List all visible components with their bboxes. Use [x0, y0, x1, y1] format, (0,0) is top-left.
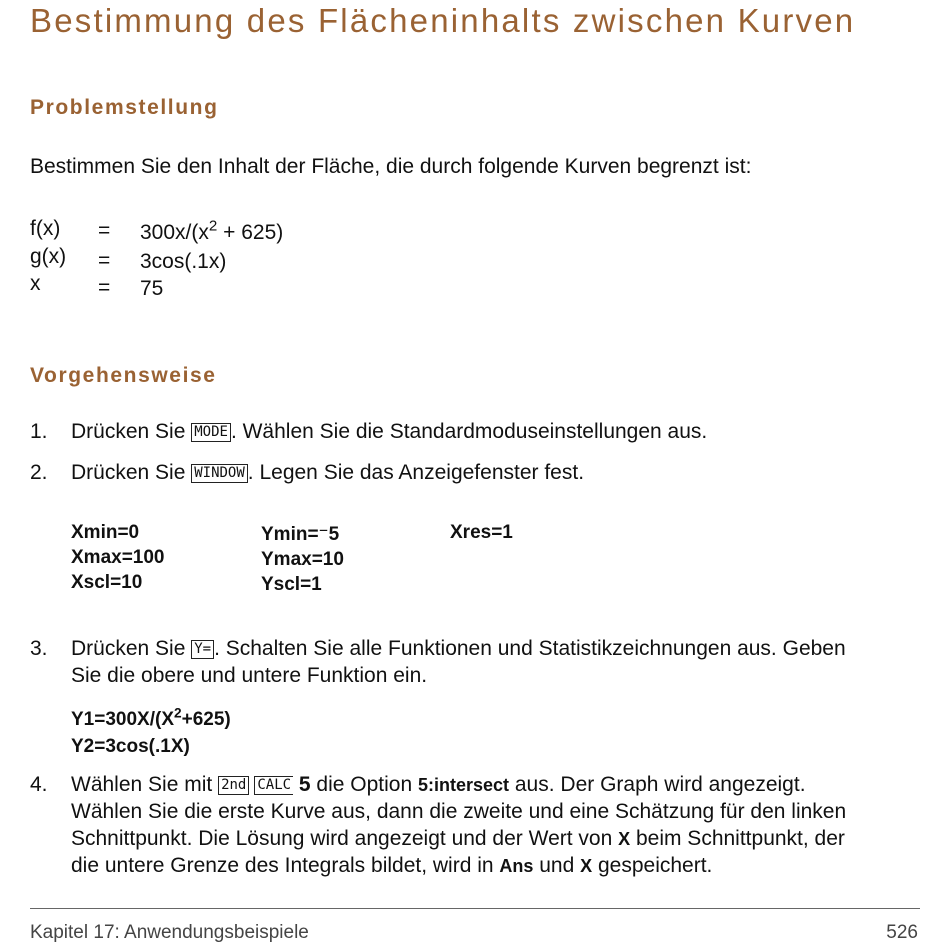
problem-intro: Bestimmen Sie den Inhalt der Fläche, die durch folgende Kurven begrenzt ist: [30, 155, 752, 178]
window-settings-col3: Xres=1 [450, 522, 513, 543]
step-number: 1. [30, 420, 48, 443]
equation-lhs: f(x) [30, 217, 61, 240]
equation-lhs: x [30, 272, 41, 295]
equation-op: = [98, 249, 111, 272]
equation-rhs: $300x/(x^2 + 625)$ [140, 217, 284, 244]
2nd-key: 2nd [218, 776, 249, 795]
step-number: 4. [30, 773, 48, 796]
page-title: Bestimmung des Flächeninhalts zwischen Kurven [30, 2, 856, 39]
function-entries: $Y1=300X/(X^2+625)$ Y2=3cos(.1X) [71, 705, 231, 757]
footer-chapter: Kapitel 17: Anwendungsbeispiele [30, 922, 309, 943]
step-1-text: Drücken Sie MODE . Wählen Sie die Standardmoduseinstellungen aus. [71, 420, 708, 443]
equation-rhs: 3cos(.1x) [140, 250, 227, 273]
equation-lhs: g(x) [30, 245, 67, 268]
calc-key: CALC [254, 776, 293, 795]
window-settings-col2: Ymin=⁻5 Ymax=10 Yscl=1 [261, 524, 344, 595]
equation-op: = [98, 276, 111, 299]
step-4-text-line4: die untere Grenze des Integrals bildet, wird in Ans und X gespeichert. [71, 854, 713, 877]
section-heading-problem: Problemstellung [30, 96, 219, 119]
equation-rhs: 75 [140, 277, 164, 300]
step-4-text-line2: Wählen Sie die erste Kurve aus, dann die zweite und eine Schätzung für den linken [71, 800, 847, 823]
mode-key: MODE [191, 423, 231, 442]
y-equals-key: Y= [191, 640, 214, 659]
step-4-text: Wählen Sie mit 2nd CALC 5 die Option 5:intersect aus. Der Graph wird angezeigt. [71, 773, 806, 796]
footer-divider [30, 908, 920, 909]
step-2-text: Drücken Sie WINDOW . Legen Sie das Anzeigefenster fest. [71, 461, 585, 484]
step-3-text: Drücken Sie Y= . Schalten Sie alle Funktionen und Statistikzeichnungen aus. Geben [71, 637, 846, 660]
section-heading-procedure: Vorgehensweise [30, 364, 217, 387]
window-key: WINDOW [191, 464, 248, 483]
page-number: 526 [886, 922, 918, 943]
equation-op: = [98, 219, 111, 242]
step-3-text-line2: Sie die obere und untere Funktion ein. [71, 664, 428, 687]
window-settings-col1: Xmin=0 Xmax=100 Xscl=10 [71, 522, 165, 593]
step-number: 3. [30, 637, 48, 660]
step-4-text-line3: Schnittpunkt. Die Lösung wird angezeigt und der Wert von X beim Schnittpunkt, der [71, 827, 845, 850]
step-number: 2. [30, 461, 48, 484]
